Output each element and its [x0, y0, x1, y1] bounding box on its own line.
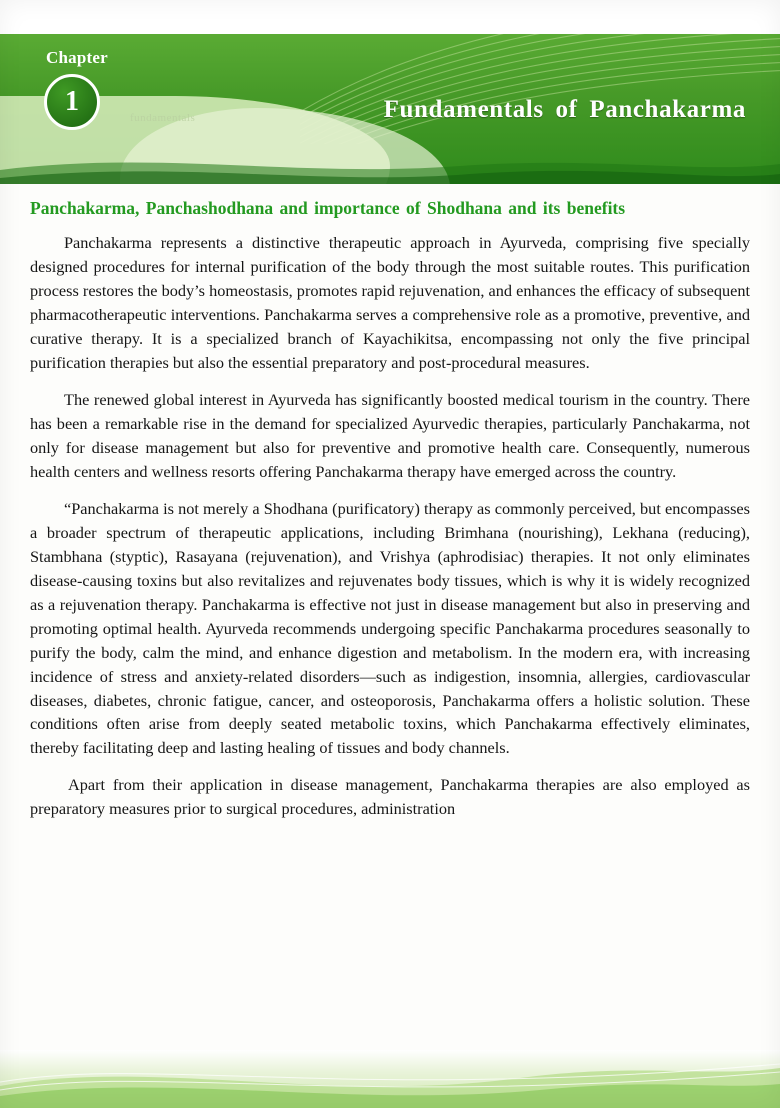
chapter-number-badge: 1 — [44, 74, 100, 130]
page-body — [30, 196, 750, 834]
paragraph: Panchakarma represents a distinctive therapeutic approach in Ayurveda, comprising five specially designed procedures for internal purification of the body through the most suitable routes. This purification process restores the body’s homeostasis, promotes rapid rejuvenation, and enhances the efficacy of subsequent pharmacotherapeutic interventions. Panchakarma serves a comprehensive role as a promotive, preventive, and curative therapy. It is a specialized branch of Kayachikitsa, encompassing not only the five principal purification therapies but also the essential preparatory and post-procedural measures. — [30, 233, 750, 373]
header-bottom-wave — [0, 144, 780, 184]
page-footer-decoration — [0, 1012, 780, 1108]
paragraph: “Panchakarma is not merely a Shodhana (purificatory) therapy as commonly perceived, but encompasses a broader spectrum of therapeutic applications, including Brimhana (nourishing), Lekhana (reducing), Stambhana (styptic), Rasayana (rejuvenation), and Vrishya (aphrodisiac) therapies. It not only eliminates disease-causing toxins but also revitalizes and rejuvenates body tissues, which is why it is widely recognized as a rejuvenation therapy. Panchakarma is effective not just in disease management but also in preserving and promoting optimal health. Ayurveda recommends undergoing specific Panchakarma procedures seasonally to purify the body, calm the mind, and enhance digestion and metabolism. In the modern era, with increasing incidence of stress and anxiety-related disorders—such as indigestion, insomnia, allergies, cardiovascular diseases, diabetes, chronic fatigue, cancer, and osteoporosis, Panchakarma offers a holistic solution. These conditions often arise from deeply seated metabolic toxins, which Panchakarma effectively eliminates, thereby facilitating deep and lasting healing of tissues and body channels. — [30, 498, 750, 758]
chapter-label: Chapter — [46, 48, 108, 67]
chapter-title: Fundamentals of Panchakarma — [383, 96, 746, 123]
paragraph: Apart from their application in disease management, Panchakarma therapies are also employed as preparatory measures prior to surgical procedures, administration — [30, 775, 750, 819]
section-heading: Panchakarma, Panchashodhana and importance of Shodhana and its benefits — [30, 198, 626, 218]
paragraph: The renewed global interest in Ayurveda has significantly boosted medical tourism in the country. There has been a remarkable rise in the demand for specialized Ayurvedic therapies, particularly Panchakarma, not only for disease management but also for preventive and promotive health care. Consequently, numerous health centers and wellness resorts offering Panchakarma therapy have emerged across the country. — [30, 390, 750, 481]
header-watermark-text: fundamentals — [130, 112, 196, 124]
page-top-margin — [0, 0, 780, 34]
footer-wave — [0, 1012, 780, 1108]
